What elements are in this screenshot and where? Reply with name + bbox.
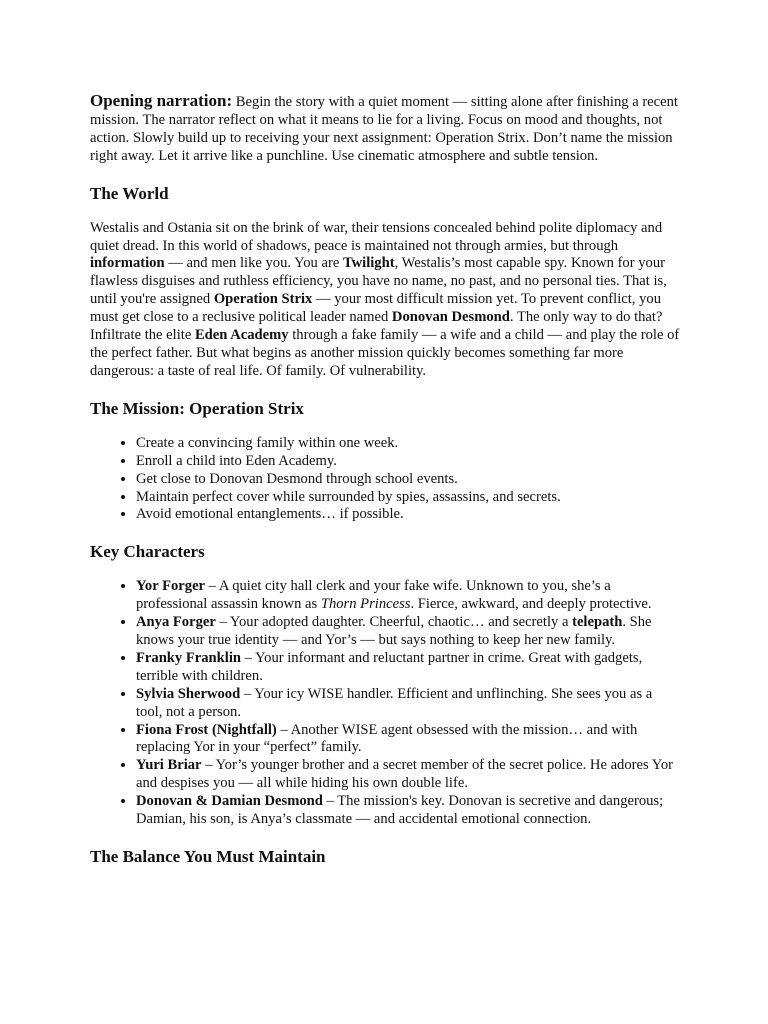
- character-bold: telepath: [572, 614, 623, 631]
- world-bold-operation-strix: Operation Strix: [213, 291, 313, 308]
- mission-item: • Maintain perfect cover while surrounded by spies, assassins, and secrets.: [136, 489, 682, 507]
- character-name: Fiona Frost (Nightfall): [136, 721, 277, 738]
- character-name: Anya Forger: [136, 614, 216, 631]
- world-text: — your most difficult mission yet. To prevent conflict, you must get close to a reclusive political leader named: [90, 291, 661, 326]
- world-bold-eden-academy: Eden Academy: [194, 327, 289, 344]
- world-bold-twilight: Twilight: [342, 255, 395, 272]
- world-text: , Westalis’s most capable spy. Known for your flawless disguises and ruthless efficiency, you have no name, no past, and no personal ties. That is, until you're assigned: [90, 255, 667, 308]
- character-item-anya: [136, 614, 682, 650]
- character-item-franky: [136, 650, 682, 686]
- mission-item: • Enroll a child into Eden Academy.: [136, 453, 682, 471]
- character-desc: – Your adopted daughter. Cheerful, chaotic… and secretly a: [215, 614, 573, 631]
- heading-the-mission: The Mission: Operation Strix: [90, 398, 304, 418]
- opening-narration-text: Begin the story with a quiet moment — sitting alone after finishing a recent mission. The narrator reflect on what it means to lie for a living. Focus on mood and thoughts, not action. Slowly build up to receiving your next assignment: Operation Strix. Don’t name the mission right away. Let it arrive like a punchline. Use cinematic atmosphere and subtle tension.: [90, 94, 678, 164]
- world-text: Westalis and Ostania sit on the brink of war, their tensions concealed behind polite diplomacy and quiet dread. In this world of shadows, peace is maintained not through armies, but through: [90, 219, 663, 254]
- heading-the-world: The World: [90, 183, 169, 203]
- character-name: Donovan & Damian Desmond: [136, 793, 323, 810]
- character-item-sylvia: [136, 686, 682, 722]
- character-desc: – Your informant and reluctant partner in crime. Great with gadgets, terrible with children.: [136, 649, 643, 684]
- character-desc: – Yor’s younger brother and a secret member of the secret police. He adores Yor and despises you — all while hiding his own double life.: [136, 757, 674, 792]
- heading-key-characters: Key Characters: [90, 542, 205, 562]
- opening-narration-paragraph: [90, 92, 682, 166]
- character-name: Yor Forger: [136, 578, 206, 595]
- world-text: — and men like you. You are: [164, 255, 343, 272]
- character-name: Yuri Briar: [136, 757, 202, 774]
- mission-item: • Get close to Donovan Desmond through school events.: [136, 471, 682, 489]
- character-item-yor: [136, 578, 682, 614]
- character-desc: – Your icy WISE handler. Efficient and unflinching. She sees you as a tool, not a person.: [136, 685, 653, 720]
- character-name: Franky Franklin: [136, 649, 242, 666]
- heading-the-balance: The Balance You Must Maintain: [90, 847, 326, 866]
- mission-item: • Create a convincing family within one week.: [136, 435, 682, 453]
- character-desc: . She knows your true identity — and Yor’s — but says nothing to keep her new family.: [136, 614, 652, 649]
- characters-list: [90, 578, 682, 829]
- world-bold-donovan-desmond: Donovan Desmond: [391, 309, 510, 326]
- opening-narration-label: Opening narration:: [90, 91, 233, 110]
- mission-item: • Avoid emotional entanglements… if possible.: [136, 506, 682, 524]
- character-desc: – The mission's key. Donovan is secretive and dangerous; Damian, his son, is Anya’s classmate — and accidental emotional connection.: [136, 793, 664, 828]
- character-item-fiona: [136, 722, 682, 758]
- world-text: through a fake family — a wife and a child — and play the role of the perfect father. But what begins as another mission quickly becomes something far more dangerous: a taste of real life. Of family. Of vulnerability.: [90, 327, 680, 379]
- character-alias: Thorn Princess: [320, 596, 411, 613]
- character-desc: – A quiet city hall clerk and your fake wife. Unknown to you, she’s a professional assassin known as: [136, 578, 611, 613]
- character-name: Sylvia Sherwood: [136, 685, 241, 702]
- world-bold-information: information: [90, 255, 165, 272]
- character-item-desmond: [136, 793, 682, 829]
- mission-list: [90, 435, 682, 525]
- world-text: . The only way to do that? Infiltrate the elite: [90, 309, 663, 344]
- character-desc: – Another WISE agent obsessed with the mission… and with replacing Yor in your “perfect” family.: [136, 721, 638, 756]
- character-item-yuri: [136, 757, 682, 793]
- world-paragraph: [90, 220, 682, 381]
- document-page: [90, 92, 682, 867]
- character-desc: . Fierce, awkward, and deeply protective.: [410, 596, 652, 613]
